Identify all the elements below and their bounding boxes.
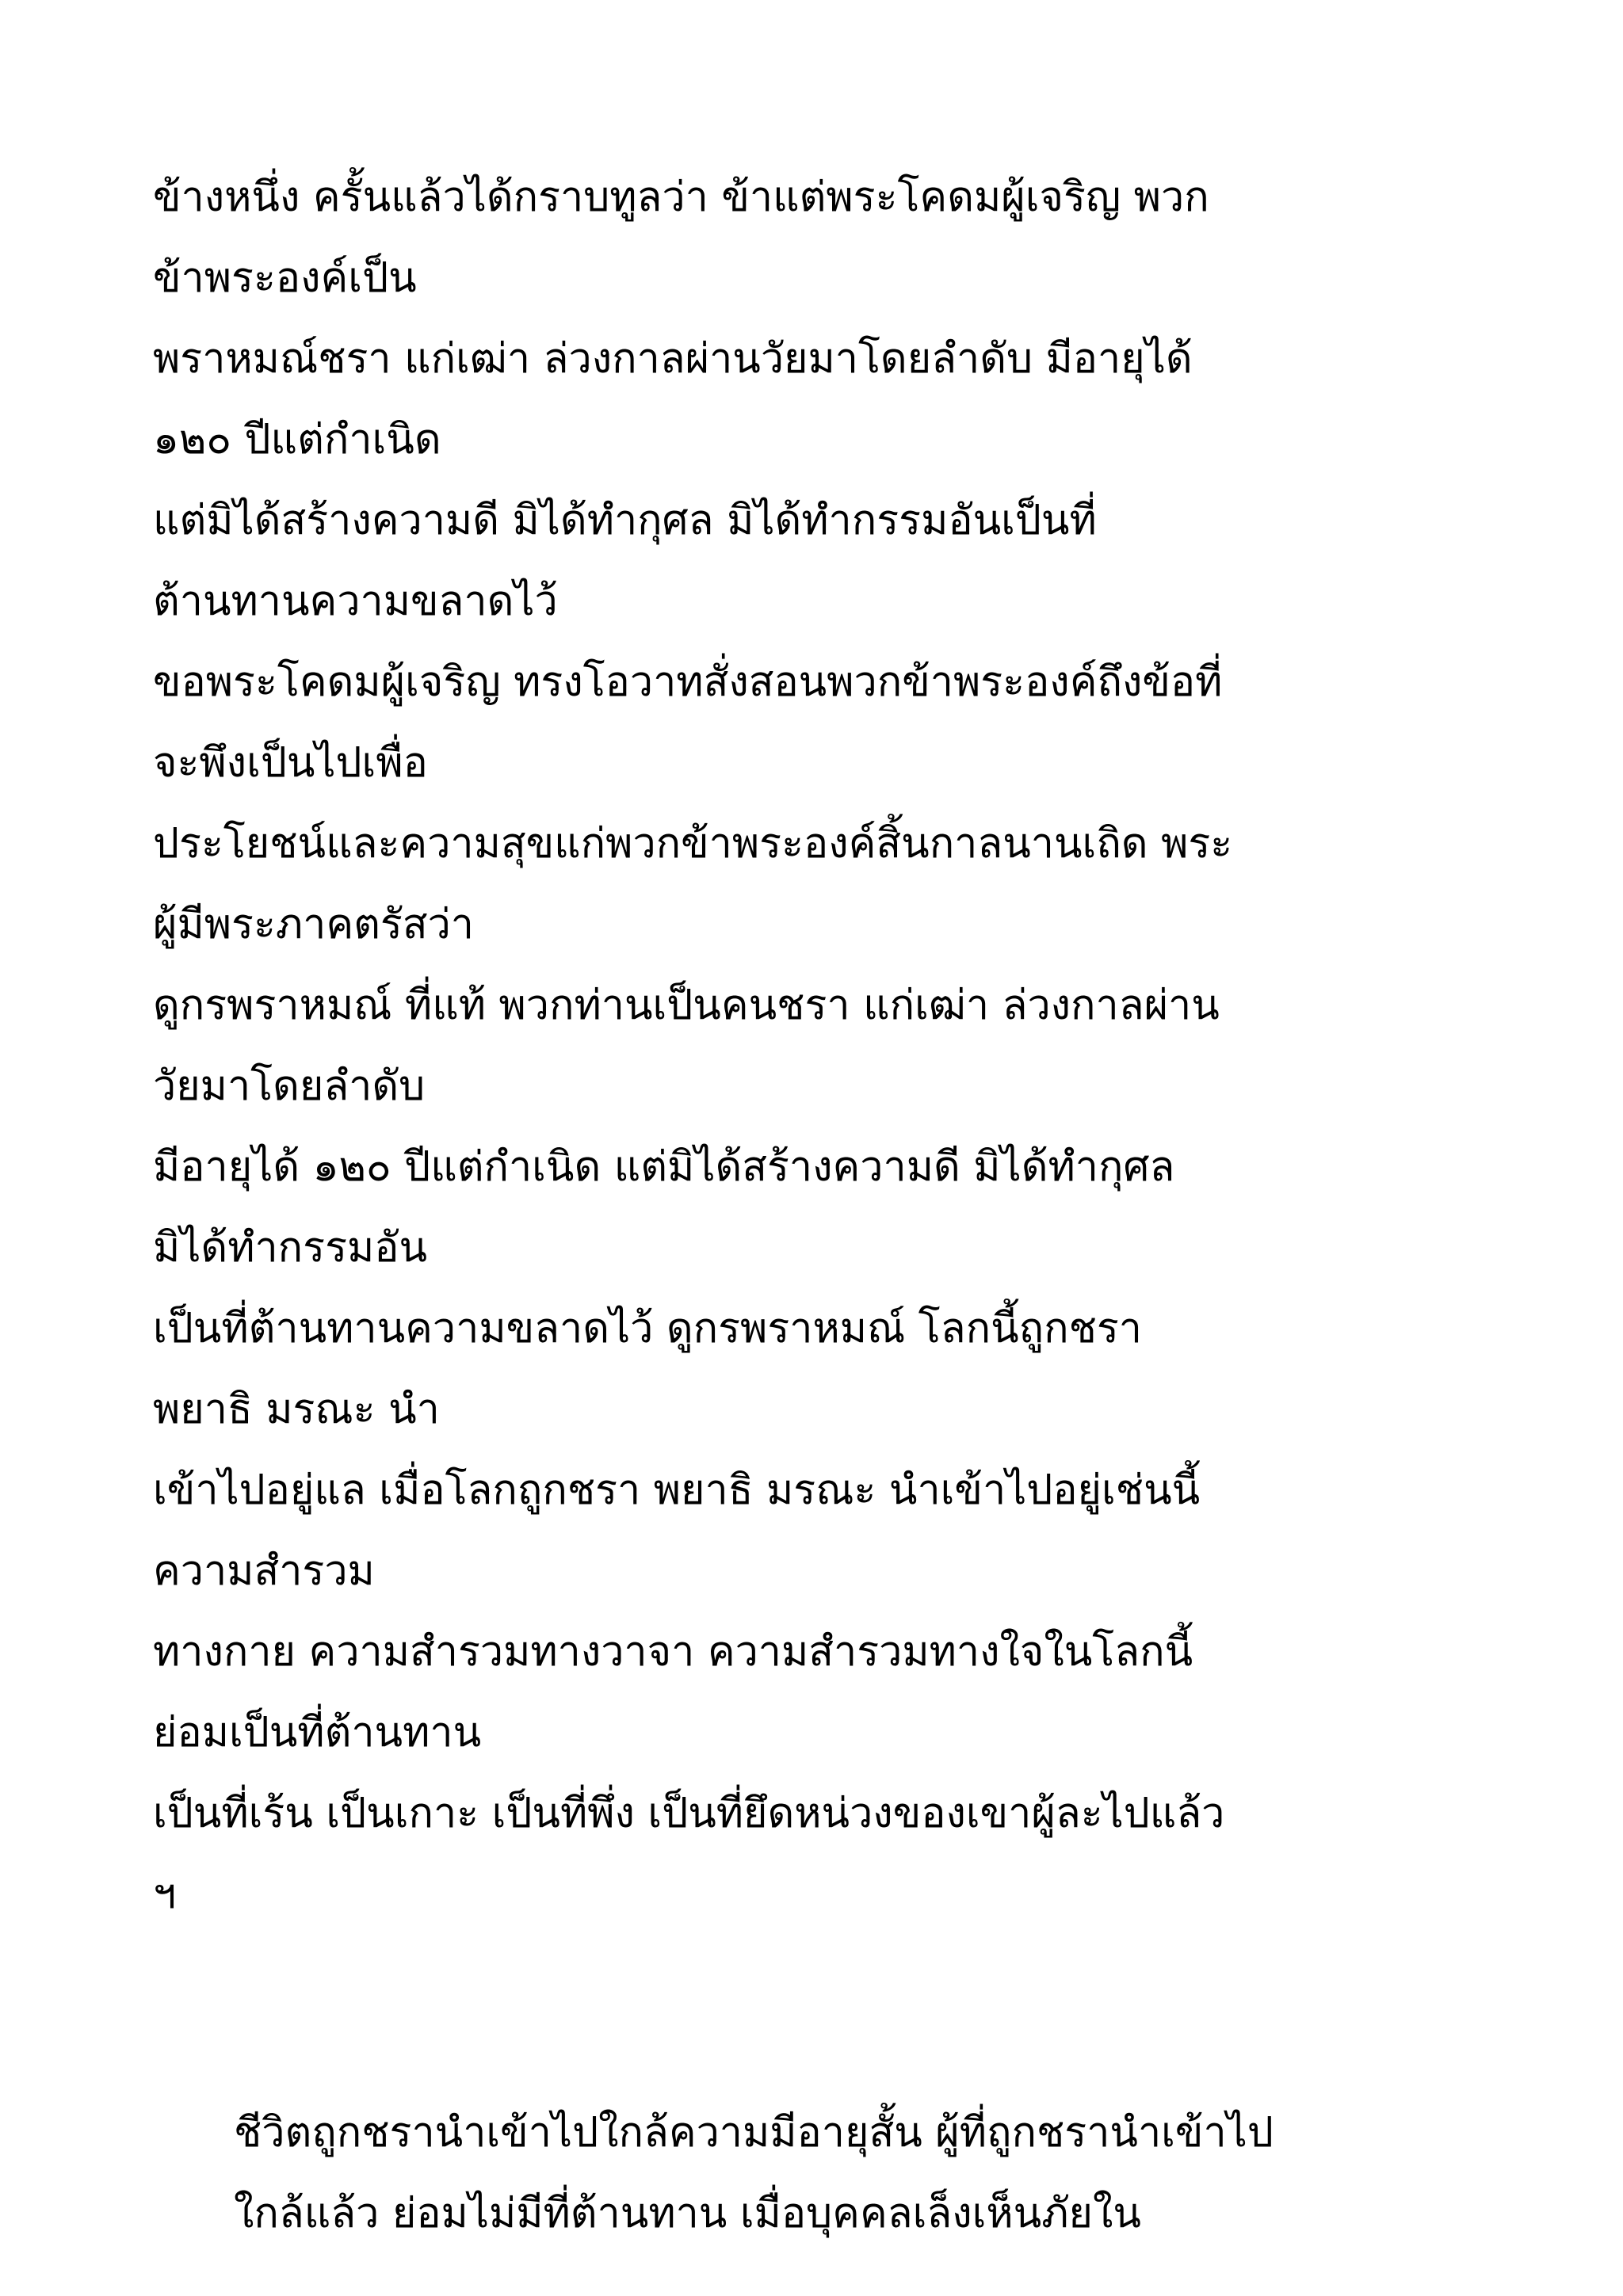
text-line: จะพึงเป็นไปเพื่อ	[153, 739, 428, 787]
text-line: เข้าไปอยู่แล เมื่อโลกถูกชรา พยาธิ มรณะ นำเข้าไปอยู่เช่นนี้	[153, 1466, 1201, 1514]
text-line: วัยมาโดยลำดับ	[153, 1062, 426, 1110]
text-line: ผู้มีพระภาคตรัสว่า	[153, 901, 474, 948]
text-line: ประโยชน์และความสุขแก่พวกข้าพระองค์สิ้นกาลนานเถิด พระ	[153, 820, 1233, 868]
text-line: เป็นที่ต้านทานความขลาดไว้ ดูกรพราหมณ์ โลกนี้ถูกชรา	[153, 1305, 1142, 1352]
verse-block	[234, 2092, 1502, 2253]
text-line: มีอายุได้ ๑๒๐ ปีแต่กำเนิด แต่มิได้สร้างความดี มิได้ทำกุศล	[153, 1143, 1175, 1191]
text-line: ต้านทานความขลาดไว้	[153, 578, 558, 625]
verse-line: ชีวิตถูกชรานำเข้าไปใกล้ความมีอายุสั้น ผู้ที่ถูกชรานำเข้าไป	[234, 2109, 1274, 2157]
text-line: แต่มิได้สร้างความดี มิได้ทำกุศล มิได้ทำกรรมอันเป็นที่	[153, 497, 1097, 544]
verse-line: ใกล้แล้ว ย่อมไม่มีที่ต้านทาน เมื่อบุคคลเล็งเห็นภัยใน	[234, 2190, 1141, 2237]
text-line: พยาธิ มรณะ นำ	[153, 1386, 440, 1433]
text-line: ดูกรพราหมณ์ ที่แท้ พวกท่านเป็นคนชรา แก่เฒ่า ล่วงกาลผ่าน	[153, 982, 1220, 1029]
text-line: ข้าพระองค์เป็น	[153, 254, 417, 302]
text-line: ๑๒๐ ปีแต่กำเนิด	[153, 416, 441, 463]
text-line: ความสำรวม	[153, 1547, 375, 1595]
text-line: มิได้ทำกรรมอัน	[153, 1224, 428, 1272]
text-line: ฯ	[153, 1871, 177, 1918]
text-line: ข้างหนึ่ง ครั้นแล้วได้กราบทูลว่า ข้าแต่พระโคดมผู้เจริญ พวก	[153, 174, 1209, 221]
text-line: เป็นที่เร้น เป็นเกาะ เป็นที่พึ่ง เป็นที่ยึดหน่วงของเขาผู้ละไปแล้ว	[153, 1790, 1225, 1837]
text-line: พราหมณ์ชรา แก่เฒ่า ล่วงกาลผ่านวัยมาโดยลำดับ มีอายุได้	[153, 335, 1193, 383]
body-text	[153, 157, 1484, 1935]
text-line: ทางกาย ความสำรวมทางวาจา ความสำรวมทางใจในโลกนี้	[153, 1628, 1193, 1676]
text-line: ขอพระโคดมผู้เจริญ ทรงโอวาทสั่งสอนพวกข้าพระองค์ถึงข้อที่	[153, 658, 1223, 706]
text-line: ย่อมเป็นที่ต้านทาน	[153, 1709, 482, 1756]
